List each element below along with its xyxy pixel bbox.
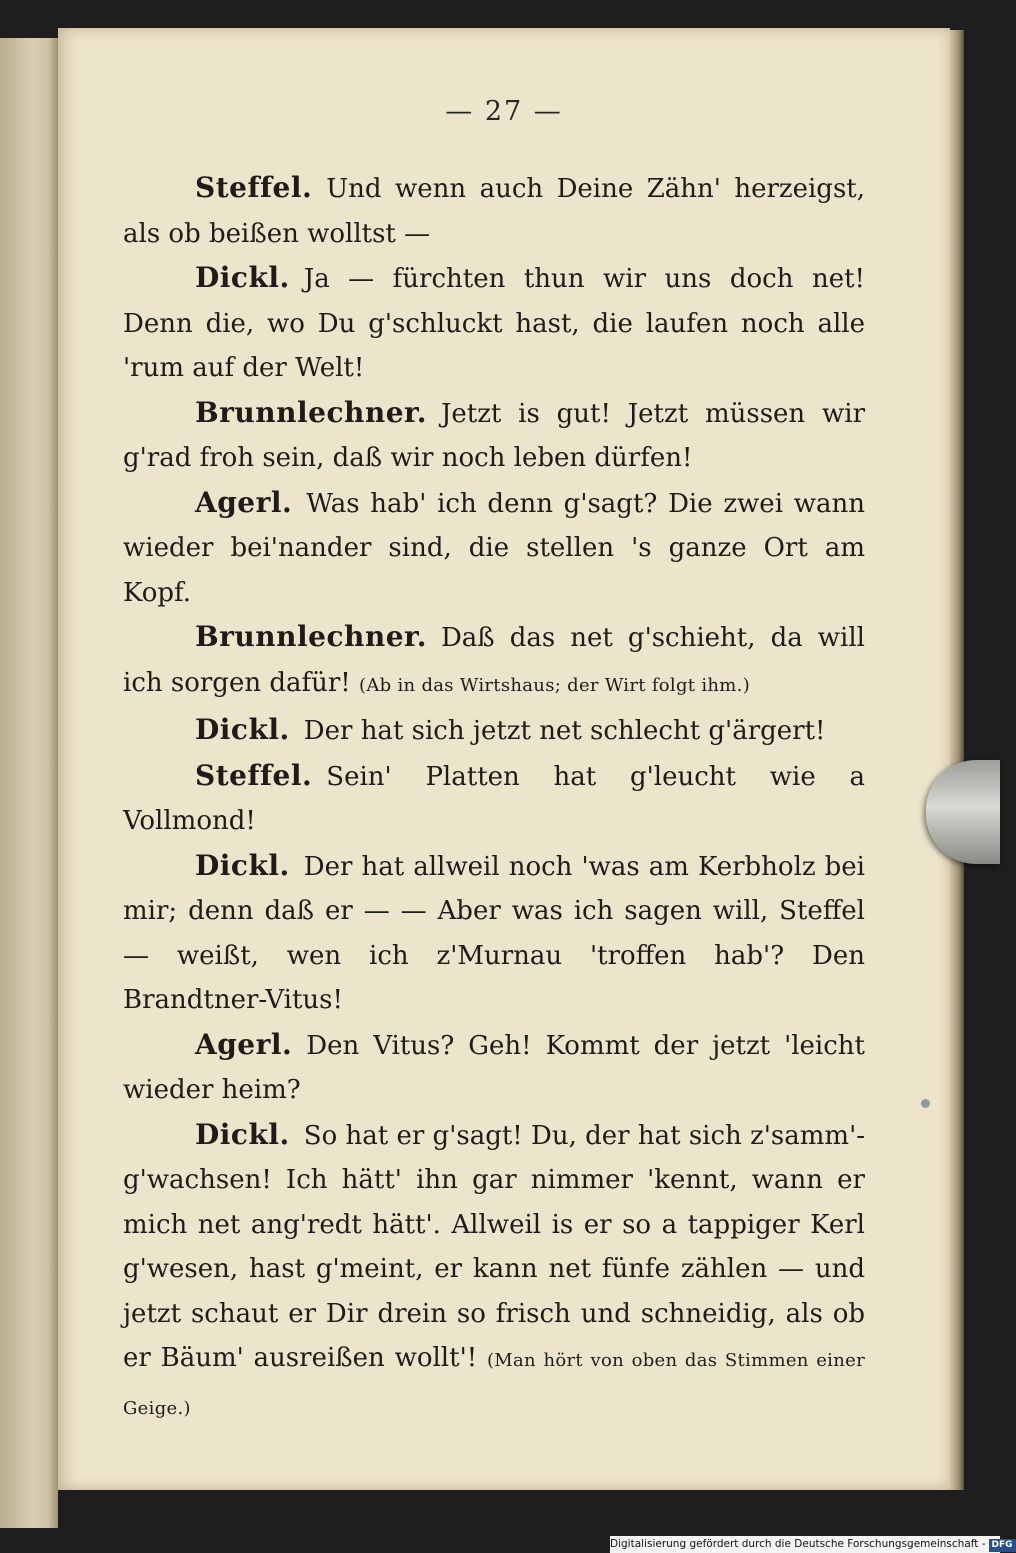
speaker-name: Agerl. — [195, 485, 293, 519]
speech: Jetzt is gut! Jetzt müssen wir g'rad froh sein, daß wir noch leben dürfen! — [123, 398, 865, 473]
speaker-name: Steffel. — [195, 758, 313, 792]
speaker-name: Brunnlechner. — [195, 395, 427, 429]
speaker-name: Dickl. — [195, 713, 290, 746]
stage-direction: (Ab in das Wirtshaus; der Wirt folgt ihm.) — [359, 674, 751, 696]
speaker-name: Dickl. — [195, 848, 290, 882]
speech: So hat er g'sagt! Du, der hat sich z'samm'-g'wachsen! Ich hätt' ihn gar nimmer 'kennt, wann er mich net ang'redt hätt'. Allweil is er so a tappiger Kerl g'wesen, hast g'meint, er kann net fünfe zählen — und jetzt schaut er Dir drein so frisch und schneidig, als ob er Bäum' ausreißen wollt'! — [123, 1120, 865, 1373]
speech: Ja — fürchten thun wir uns doch net! Denn die, wo Du g'schluckt hast, die laufen noch alle 'rum auf der Welt! — [123, 264, 865, 383]
page-stack-edge — [950, 30, 964, 1490]
speaker-name: Agerl. — [195, 1027, 293, 1061]
stage-direction: (Man hört von oben das Stimmen einer Geige.) — [123, 1350, 865, 1419]
dialogue-text — [123, 166, 865, 1431]
dialogue-paragraph — [123, 615, 865, 708]
dialogue-paragraph — [123, 844, 865, 1023]
speaker-name: Dickl. — [195, 261, 290, 294]
dfg-logo: DFG — [989, 1539, 1016, 1552]
dialogue-paragraph — [123, 256, 865, 391]
dialogue-paragraph — [123, 708, 865, 754]
speech: Der hat sich jetzt net schlecht g'ärgert! — [303, 716, 826, 746]
dialogue-paragraph — [123, 166, 865, 256]
speech: Sein' Platten hat g'leucht wie a Vollmond! — [123, 761, 865, 836]
speech: Der hat allweil noch 'was am Kerbholz bei mir; denn daß er — — Aber was ich sagen will, Steffel — weißt, wen ich z'Murnau 'troffen hab'? Den Brandtner-Vitus! — [123, 851, 865, 1015]
credit-text: Digitalisierung gefördert durch die Deutsche Forschungsgemeinschaft - — [610, 1538, 986, 1550]
dialogue-paragraph — [123, 1113, 865, 1432]
speech: Den Vitus? Geh! Kommt der jetzt 'leicht wieder heim? — [123, 1030, 865, 1105]
speech: Daß das net g'schieht, da will ich sorgen dafür! — [123, 623, 865, 698]
dialogue-paragraph — [123, 481, 865, 616]
dialogue-paragraph — [123, 1023, 865, 1113]
speaker-name: Steffel. — [195, 171, 313, 204]
speaker-name: Brunnlechner. — [195, 620, 427, 653]
dialogue-paragraph — [123, 754, 865, 844]
paper-spot — [921, 1099, 930, 1108]
dialogue-paragraph — [123, 391, 865, 481]
speech: Was hab' ich denn g'sagt? Die zwei wann wieder bei'nander sind, die stellen 's ganze Ort am Kopf. — [123, 488, 865, 608]
left-page-edge — [0, 38, 58, 1528]
page-number: — 27 — — [445, 96, 563, 127]
digitization-credit — [610, 1536, 1013, 1553]
speaker-name: Dickl. — [195, 1117, 290, 1151]
speech: Und wenn auch Deine Zähn' herzeigst, als ob beißen wolltst — — [123, 174, 865, 249]
